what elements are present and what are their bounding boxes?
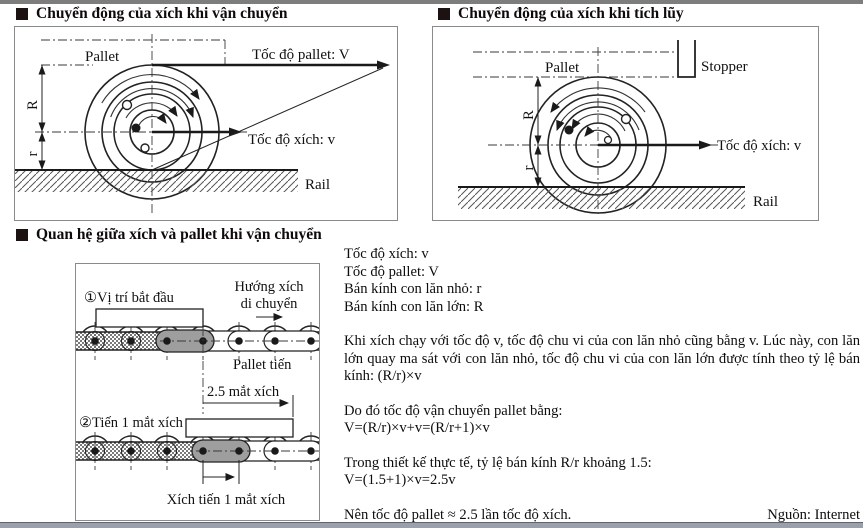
section-title-accumulate-label: Chuyển động của xích khi tích lũy — [458, 5, 684, 22]
chain-advance-label: Xích tiến 1 mắt xích — [166, 492, 286, 508]
pallet-advance-label-2: 2.5 mắt xích — [207, 384, 280, 400]
bottom-border-bar — [0, 522, 863, 528]
section-title-transport-label: Chuyển động của xích khi vận chuyển — [36, 5, 288, 22]
chain-speed-arrowhead — [699, 141, 712, 150]
pin-circle — [123, 101, 132, 110]
section-title-transport — [16, 5, 288, 23]
chain-speed-label: Tốc độ xích: v — [717, 138, 802, 154]
section-title-relation-label: Quan hệ giữa xích và pallet khi vận chuyển — [36, 226, 322, 243]
chain-advance-dimension — [167, 460, 286, 508]
rail — [458, 187, 778, 210]
general-formula-line: V=(R/r)×v+v=(R/r+1)×v — [344, 420, 490, 436]
pallet-2 — [186, 419, 293, 437]
panel-accumulate-diagram — [432, 26, 819, 221]
radius-dimensions — [25, 65, 46, 170]
pin-dot — [565, 126, 574, 135]
friction-paragraph: Khi xích chạy với tốc độ v, tốc độ chu vi của con lăn nhỏ cũng bằng v. Lúc này, con lăn lớn quay ma sát với con lăn nhỏ, tốc độ chu vi của con lăn lớn được tính theo tỷ lệ bán kính: (R/r)×v — [344, 333, 860, 384]
definition-line: Bán kính con lăn nhỏ: r — [344, 281, 482, 297]
top-border-bar — [0, 0, 863, 4]
stopper-label: Stopper — [701, 59, 748, 75]
square-bullet-icon — [16, 8, 28, 20]
pallet-outline — [41, 40, 225, 65]
section-title-accumulate — [438, 5, 684, 23]
rail-label: Rail — [305, 177, 330, 193]
pallet-speed-arrowhead — [377, 61, 390, 70]
practical-intro-line: Trong thiết kế thực tế, tỷ lệ bán kính R/r khoảng 1.5: — [344, 454, 652, 471]
velocity-gradient-line — [152, 68, 383, 170]
radius-large-label: R — [25, 100, 41, 110]
step1-label: ①Vị trí bắt đầu — [84, 290, 174, 306]
chain-direction-label-2: di chuyển — [240, 296, 298, 312]
radius-small-label: r — [25, 151, 41, 157]
definition-line: Bán kính con lăn lớn: R — [344, 298, 484, 315]
radius-small-label: r — [521, 165, 537, 171]
rail-label: Rail — [753, 194, 778, 210]
square-bullet-icon — [438, 8, 450, 20]
pin-circle — [141, 144, 149, 152]
square-bullet-icon — [16, 229, 28, 241]
pin-circle — [622, 115, 631, 124]
relation-diagram — [76, 264, 319, 520]
pin-dot — [132, 124, 141, 133]
pallet-speed-label: Tốc độ pallet: V — [252, 47, 350, 63]
chain-speed-label: Tốc độ xích: v — [248, 132, 336, 148]
section-title-relation — [16, 226, 322, 244]
accumulate-diagram — [433, 27, 818, 220]
panel-transport-diagram — [14, 26, 398, 221]
definition-line: Tốc độ pallet: V — [344, 263, 439, 280]
definition-line: Tốc độ xích: v — [344, 246, 429, 262]
panel-relation-diagram — [75, 263, 320, 521]
chain-texture — [76, 332, 160, 350]
radius-large-label: R — [521, 110, 537, 120]
pallet-advance-label-1: Pallet tiến — [233, 357, 292, 373]
explanation-text — [344, 229, 860, 524]
rail — [15, 170, 330, 193]
practical-formula-line: V=(1.5+1)×v=2.5v — [344, 472, 456, 488]
transport-diagram — [15, 27, 397, 220]
pallet-label: Pallet — [545, 60, 580, 76]
stopper-shape — [678, 40, 695, 77]
source-credit: Nguồn: Internet — [767, 506, 860, 523]
pallet-1 — [96, 309, 203, 327]
rotation-arc — [139, 117, 166, 125]
step2-label: ②Tiến 1 mắt xích — [79, 415, 183, 431]
pin-circle — [605, 137, 612, 144]
chain-direction-label-1: Hướng xích — [234, 279, 304, 295]
speed-intro-line: Do đó tốc độ vận chuyển pallet bằng: — [344, 402, 563, 419]
conclusion-line: Nên tốc độ pallet ≈ 2.5 lần tốc độ xích. — [344, 506, 572, 523]
scene-advanced-position — [76, 415, 319, 508]
scene-start-position — [76, 279, 319, 360]
pallet-label: Pallet — [85, 49, 120, 65]
